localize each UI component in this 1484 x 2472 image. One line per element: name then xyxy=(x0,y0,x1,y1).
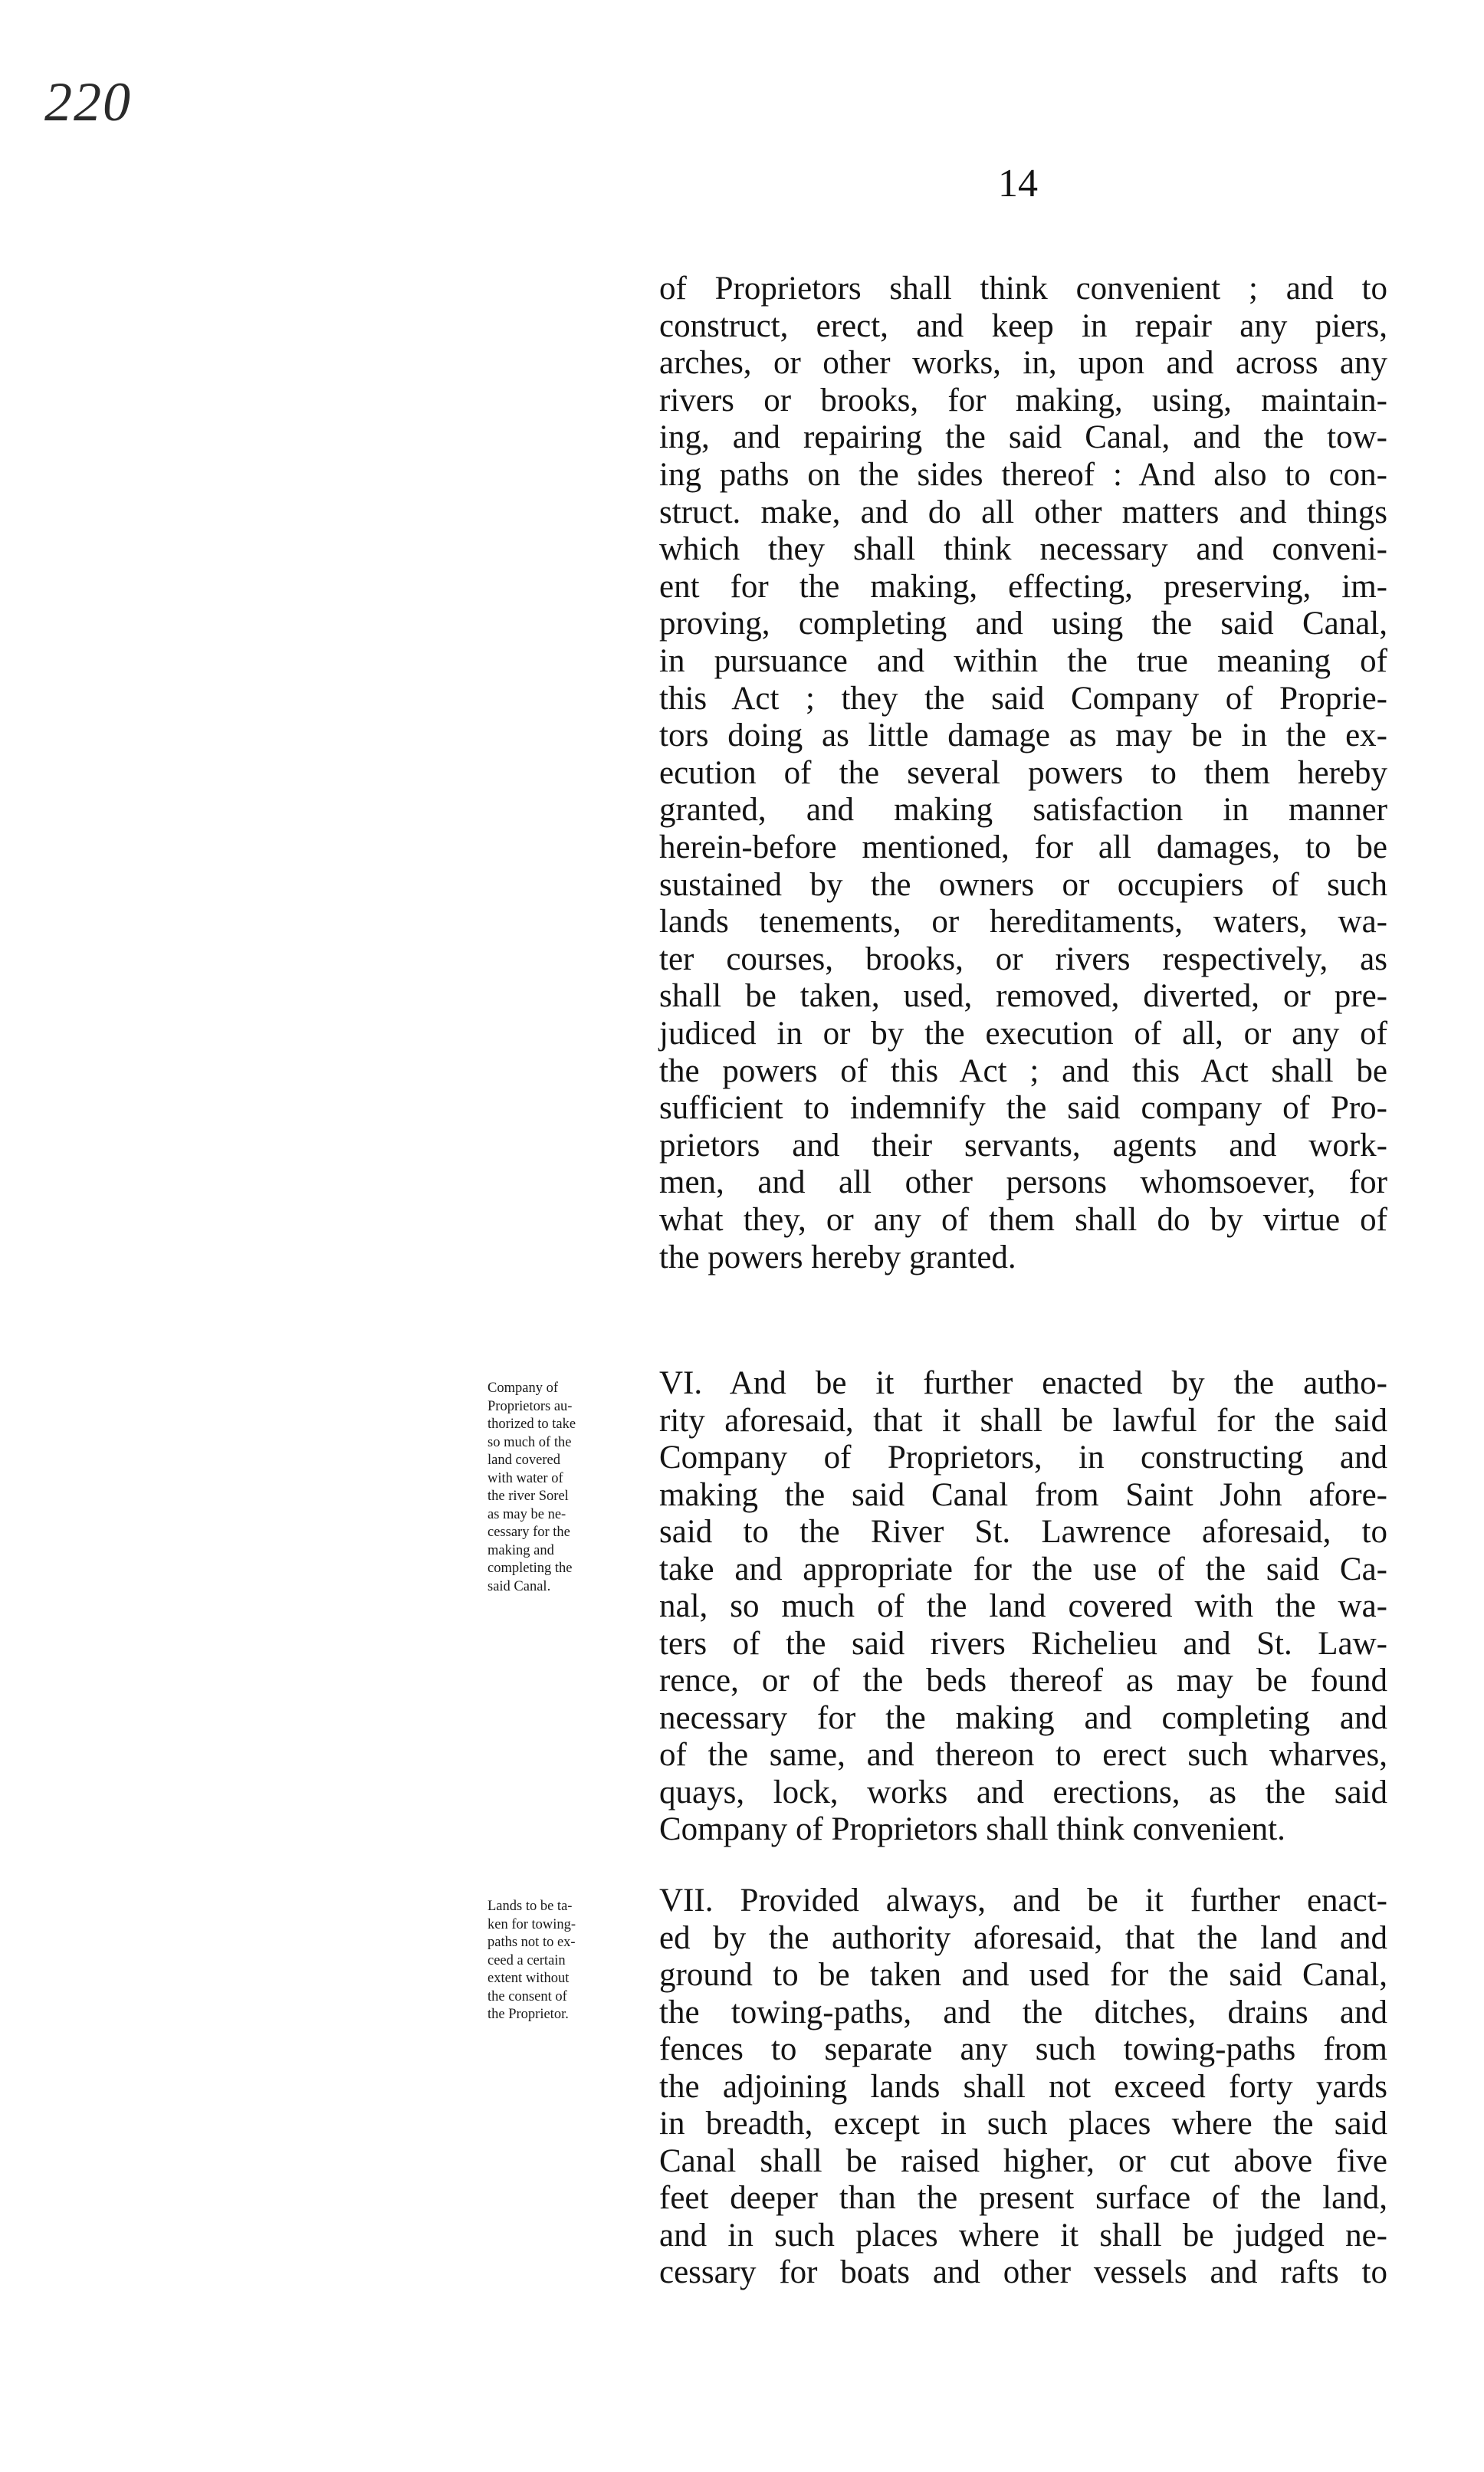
text-line: sufficient to indemnify the said company of Pro- xyxy=(659,1090,1387,1127)
text-line: Company of Proprietors shall think convenient. xyxy=(659,1811,1285,1847)
margin-note-section-vi xyxy=(488,1380,633,1596)
margin-note-line: said Canal. xyxy=(488,1578,551,1594)
text-line: VII. Provided always, and be it further enact- xyxy=(659,1883,1387,1919)
margin-note-line: thorized to take xyxy=(488,1417,576,1432)
margin-note-line: Lands to be ta- xyxy=(488,1899,573,1914)
text-line: of the same, and thereon to erect such wharves, xyxy=(659,1737,1387,1773)
text-line: ing paths on the sides thereof : And also to con- xyxy=(659,457,1387,493)
margin-note-line: completing the xyxy=(488,1561,573,1576)
margin-note-line: land covered xyxy=(488,1453,561,1468)
text-line: which they shall think necessary and conveni- xyxy=(659,531,1387,568)
text-line: shall be taken, used, removed, diverted, or pre- xyxy=(659,978,1387,1015)
text-line: this Act ; they the said Company of Proprie- xyxy=(659,680,1387,717)
margin-note-line: extent without xyxy=(488,1971,570,1986)
margin-note-line: making and xyxy=(488,1542,554,1558)
text-line: judiced in or by the execution of all, or any of xyxy=(659,1016,1387,1052)
text-line: nal, so much of the land covered with the wa- xyxy=(659,1588,1387,1624)
margin-note-section-vii xyxy=(488,1898,633,2024)
text-line: herein-before mentioned, for all damages, to be xyxy=(659,829,1387,865)
margin-note-line: cessary for the xyxy=(488,1525,570,1540)
text-line: tors doing as little damage as may be in the ex- xyxy=(659,717,1387,754)
text-line: ed by the authority aforesaid, that the land and xyxy=(659,1919,1387,1956)
text-line: ing, and repairing the said Canal, and the tow- xyxy=(659,419,1387,456)
margin-note-line: as may be ne- xyxy=(488,1506,566,1522)
margin-note-line: so much of the xyxy=(488,1434,572,1450)
text-line: men, and all other persons whomsoever, for xyxy=(659,1164,1387,1201)
margin-note-line: the river Sorel xyxy=(488,1489,569,1504)
margin-note-line: ceed a certain xyxy=(488,1952,566,1968)
text-line: prietors and their servants, agents and work- xyxy=(659,1127,1387,1164)
text-line: said to the River St. Lawrence aforesaid, to xyxy=(659,1514,1387,1550)
text-line: arches, or other works, in, upon and across any xyxy=(659,345,1387,382)
margin-note-line: Company of xyxy=(488,1380,558,1396)
page-number: 14 xyxy=(998,162,1038,205)
text-line: struct. make, and do all other matters and things xyxy=(659,494,1387,530)
margin-note-line: paths not to ex- xyxy=(488,1935,576,1950)
text-line: making the said Canal from Saint John afore- xyxy=(659,1476,1387,1513)
text-line: in pursuance and within the true meaning of xyxy=(659,643,1387,679)
text-line: ground to be taken and used for the said Canal, xyxy=(659,1957,1387,1993)
text-line: the adjoining lands shall not exceed forty yards xyxy=(659,2068,1387,2105)
margin-note-line: ken for towing- xyxy=(488,1916,576,1932)
text-line: what they, or any of them shall do by virtue of xyxy=(659,1202,1387,1238)
text-line: ters of the said rivers Richelieu and St. Law- xyxy=(659,1625,1387,1662)
text-line: ecution of the several powers to them hereby xyxy=(659,754,1387,791)
text-line: proving, completing and using the said Canal, xyxy=(659,606,1387,642)
text-line: sustained by the owners or occupiers of such xyxy=(659,866,1387,903)
text-line: and in such places where it shall be judged ne- xyxy=(659,2217,1387,2254)
margin-note-line: with water of xyxy=(488,1470,563,1486)
text-line: in breadth, except in such places where the said xyxy=(659,2106,1387,2142)
text-line: the towing-paths, and the ditches, drains and xyxy=(659,1994,1387,2030)
text-line: Canal shall be raised higher, or cut above five xyxy=(659,2142,1387,2179)
margin-note-line: Proprietors au- xyxy=(488,1398,573,1414)
text-line: feet deeper than the present surface of the land, xyxy=(659,2180,1387,2216)
text-line: granted, and making satisfaction in manner xyxy=(659,792,1387,829)
text-line: cessary for boats and other vessels and rafts to xyxy=(659,2254,1387,2290)
text-line: of Proprietors shall think convenient ; and to xyxy=(659,271,1387,307)
handwritten-page-number: 220 xyxy=(44,71,132,133)
text-line: Company of Proprietors, in constructing and xyxy=(659,1440,1387,1476)
text-line: ter courses, brooks, or rivers respectively, as xyxy=(659,941,1387,977)
text-line: construct, erect, and keep in repair any piers, xyxy=(659,307,1387,344)
margin-note-line: the Proprietor. xyxy=(488,2007,569,2022)
text-line: the powers of this Act ; and this Act shall be xyxy=(659,1052,1387,1089)
text-line: necessary for the making and completing and xyxy=(659,1699,1387,1736)
text-line: rity aforesaid, that it shall be lawful for the said xyxy=(659,1402,1387,1439)
text-line: VI. And be it further enacted by the autho- xyxy=(659,1365,1387,1401)
text-line: take and appropriate for the use of the said Ca- xyxy=(659,1551,1387,1587)
text-line: fences to separate any such towing-paths from xyxy=(659,2031,1387,2067)
margin-note-line: the consent of xyxy=(488,1988,567,2004)
text-line: rence, or of the beds thereof as may be found xyxy=(659,1663,1387,1699)
text-line: lands tenements, or hereditaments, waters, wa- xyxy=(659,904,1387,941)
text-line: the powers hereby granted. xyxy=(659,1239,1016,1275)
text-line: rivers or brooks, for making, using, maintain- xyxy=(659,382,1387,419)
text-line: ent for the making, effecting, preserving, im- xyxy=(659,568,1387,605)
text-line: quays, lock, works and erections, as the said xyxy=(659,1774,1387,1811)
